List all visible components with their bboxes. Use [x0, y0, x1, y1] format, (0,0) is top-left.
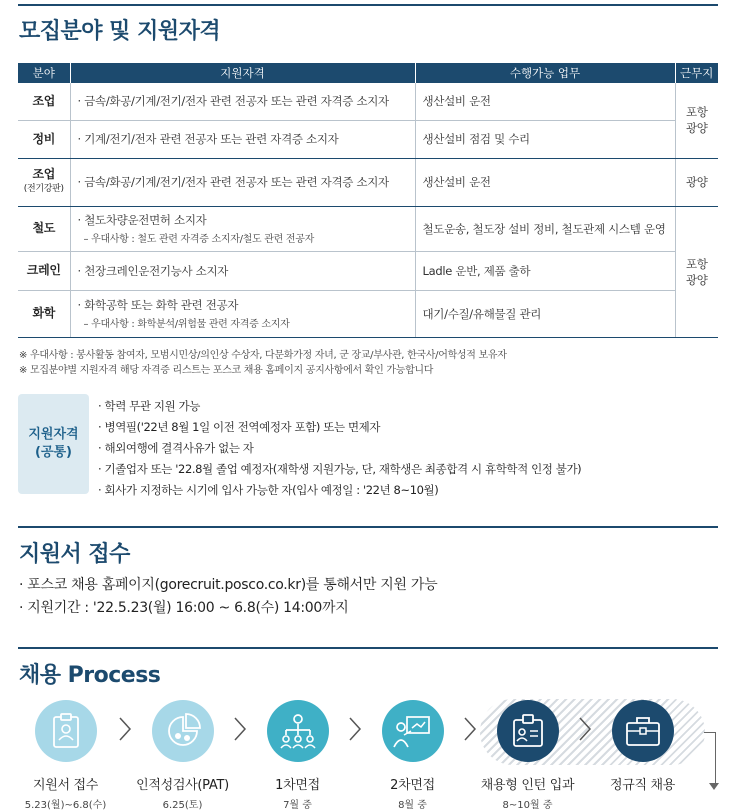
field-cell: 정비: [18, 120, 70, 158]
step-date: 7월 중: [283, 800, 312, 811]
qualification-cell: · 금속/화공/기계/전기/전자 관련 전공자 또는 관련 자격증 소지자: [70, 83, 415, 120]
note-line: ※ 모집분야별 지원자격 해당 자격증 리스트는 포스코 채용 홈페이지 공지사항에서 확인 가능합니다: [19, 365, 434, 376]
header-location: 근무지: [675, 63, 718, 83]
process-step: [585, 700, 700, 796]
table-notes: [19, 348, 507, 378]
location-cell: 포항 광양: [675, 83, 718, 158]
arrow-down-icon: [709, 783, 719, 790]
step-label: 인적성검사(PAT): [136, 778, 229, 793]
org-chart-icon: [267, 700, 329, 762]
qualification-cell: · 금속/화공/기계/전기/전자 관련 전공자 또는 관련 자격증 소지자: [70, 158, 415, 206]
list-item: · 지원기간 : '22.5.23(월) 16:00 ~ 6.8(수) 14:00까지: [19, 600, 349, 616]
list-item: · 병역필('22년 8월 1일 이전 전역예정자 포함) 또는 면제자: [98, 420, 381, 434]
step-label: 정규직 채용: [609, 778, 676, 793]
header-duties: 수행가능 업무: [415, 63, 675, 83]
step-date: 6.25(토): [162, 800, 203, 811]
common-qualification-list: [98, 396, 581, 501]
location-cell: 포항 광양: [675, 206, 718, 337]
qualification-cell: · 화학공학 또는 화학 관련 전공자 – 우대사항 : 화학분석/위험물 관련 자격증 소지자: [70, 290, 415, 337]
duty-cell: 철도운송, 철도장 설비 정비, 철도관제 시스템 운영: [415, 206, 675, 251]
header-field: 분야: [18, 63, 70, 83]
list-item: · 해외여행에 결격사유가 없는 자: [98, 441, 254, 455]
clipboard-icon: [35, 700, 97, 762]
process-step: [355, 700, 470, 811]
table-row: [18, 158, 718, 206]
step-date: 8~10월 중: [502, 800, 553, 811]
duty-cell: 대기/수질/유해물질 관리: [415, 290, 675, 337]
field-cell: 조업 (전기강판): [18, 158, 70, 206]
duty-cell: 생산설비 점검 및 수리: [415, 120, 675, 158]
section-title-application: 지원서 접수: [19, 542, 130, 567]
duty-cell: 생산설비 운전: [415, 158, 675, 206]
field-cell: 화학: [18, 290, 70, 337]
duty-cell: 생산설비 운전: [415, 83, 675, 120]
step-label: 2차면접: [390, 778, 435, 793]
duty-cell: Ladle 운반, 제품 출하: [415, 251, 675, 290]
list-item: · 학력 무관 지원 가능: [98, 399, 200, 413]
pie-chart-people-icon: [152, 700, 214, 762]
field-cell: 조업: [18, 83, 70, 120]
qualification-cell: · 천장크레인운전기능사 소지자: [70, 251, 415, 290]
location-cell: 광양: [675, 158, 718, 206]
list-item: · 포스코 채용 홈페이지(gorecruit.posco.co.kr)를 통해서만 지원 가능: [19, 577, 438, 593]
step-date: 5.23(월)~6.8(수): [24, 800, 107, 811]
recruit-table: [18, 63, 718, 338]
note-line: ※ 우대사항 : 봉사활동 참여자, 모범시민상/의인상 수상자, 다문화가정 자녀, 군 장교/부사관, 한국사/어학성적 보유자: [19, 350, 507, 361]
qualification-cell: · 기계/전기/전자 관련 전공자 또는 관련 자격증 소지자: [70, 120, 415, 158]
common-qualification-label: 지원자격 (공통): [18, 394, 89, 494]
table-row: [18, 251, 718, 290]
step-date: 8월 중: [398, 800, 427, 811]
section-divider: [18, 647, 718, 649]
table-row: [18, 206, 718, 251]
field-cell: 크레인: [18, 251, 70, 290]
section-divider: [18, 4, 718, 6]
id-badge-icon: [497, 700, 559, 762]
qualification-cell: · 철도차량운전면허 소지자 – 우대사항 : 철도 관련 자격증 소지자/철도 관련 전공자: [70, 206, 415, 251]
process-step: [125, 700, 240, 811]
header-qualification: 지원자격: [70, 63, 415, 83]
flow-connector: [704, 732, 716, 787]
table-row: [18, 83, 718, 120]
section-title-process: 채용 Process: [19, 663, 161, 688]
section-divider: [18, 526, 718, 528]
step-label: 1차면접: [275, 778, 320, 793]
table-row: [18, 120, 718, 158]
process-step: [240, 700, 355, 811]
process-step: [470, 700, 585, 811]
table-row: [18, 290, 718, 337]
process-step: [8, 700, 123, 811]
application-info: [19, 574, 437, 620]
step-label: 지원서 접수: [32, 778, 99, 793]
field-cell: 철도: [18, 206, 70, 251]
section-title-recruit: 모집분야 및 지원자격: [19, 19, 221, 44]
step-label: 채용형 인턴 입과: [480, 778, 575, 793]
list-item: · 기졸업자 또는 '22.8월 졸업 예정자(재학생 지원가능, 단, 재학생은 최종합격 시 휴학학적 인정 불가): [98, 462, 582, 476]
list-item: · 회사가 지정하는 시기에 입사 가능한 자(입사 예정일 : '22년 8~10월): [98, 483, 439, 497]
presentation-icon: [382, 700, 444, 762]
briefcase-icon: [612, 700, 674, 762]
